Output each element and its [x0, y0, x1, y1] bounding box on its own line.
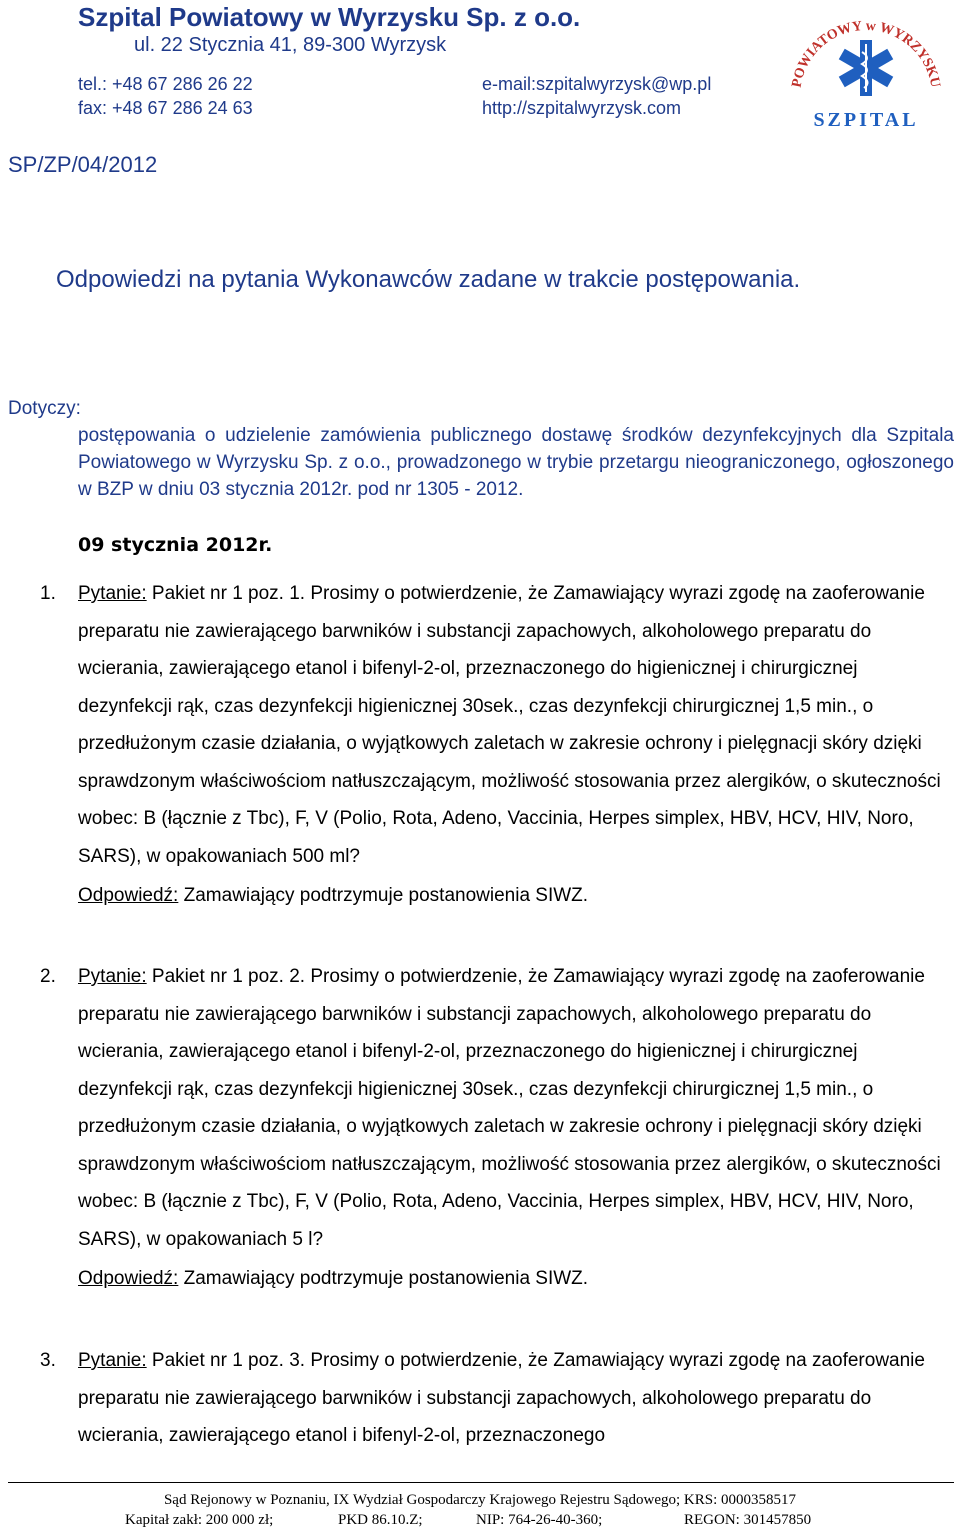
question-text: Pakiet nr 1 poz. 1. Prosimy o potwierdzenie, że Zamawiający wyrazi zgodę na zaoferowanie preparatu nie zawierającego barwników i substancji zapachowych, alkoholowego preparatu do wcierania, zawierającego etanol i bifenyl-2-ol, przeznaczonego do higienicznej i chirurgicznej dezynfekcji rąk, czas dezynfekcji higienicznej 30sek., czas dezynfekcji chirurgicznej 1,5 min., o przedłużonym czasie działania, o wyjątkowych zaletach w zakresie ochrony i pielęgnacji skóry dzięki sprawdzonym właściwościom natłuszczającym, możliwość stosowania przez alergików, o skuteczności wobec: B (łącznie z Tbc), F, V (Polio, Rota, Adeno, Vaccinia, Herpes simplex, HBV, HCV, HIV, Noro, SARS), w opakowaniach 500 ml?: [78, 583, 941, 867]
response-date: 09 stycznia 2012r.: [78, 534, 273, 556]
question-label: Pytanie:: [78, 1350, 147, 1371]
footer-regon: REGON: 301457850: [684, 1512, 812, 1528]
company-name: Szpital Powiatowy w Wyrzysku Sp. z o.o.: [78, 2, 581, 32]
logo-arc-text: POWIATOWY w WYRZYSKU: [789, 18, 943, 89]
item-body: [78, 1342, 954, 1455]
item-number: 2.: [40, 966, 56, 987]
answer-label: Odpowiedź:: [78, 885, 179, 906]
footer-capital: Kapitał zakł: 200 000 zł;: [125, 1512, 274, 1528]
answer: [78, 1260, 954, 1298]
document-title: Odpowiedzi na pytania Wykonawców zadane w trakcie postępowania.: [56, 266, 801, 293]
dotyczy-text: postępowania o udzielenie zamówienia publicznego dostawę środków dezynfekcyjnych dla Szpitala Powiatowego w Wyrzysku Sp. z o.o., prowadzonego w trybie przetargu nieograniczonego, ogłoszonego w BZP w dniu 03 stycznia 2012r. pod nr 1305 - 2012.: [78, 425, 954, 500]
dotyczy-label: Dotyczy:: [8, 398, 81, 419]
question-label: Pytanie:: [78, 583, 147, 604]
footer-nip: NIP: 764-26-40-360;: [476, 1512, 603, 1528]
website-link[interactable]: http://szpitalwyrzysk.com: [482, 98, 682, 118]
star-of-life-icon: [839, 40, 893, 96]
item-number: 1.: [40, 583, 56, 604]
answer: [78, 877, 954, 915]
answer-label: Odpowiedź:: [78, 1268, 179, 1289]
hospital-logo: [786, 4, 946, 130]
email-link[interactable]: e-mail:szpitalwyrzysk@wp.pl: [482, 74, 712, 94]
item-body: [78, 575, 954, 915]
answer-text: Zamawiający podtrzymuje postanowienia SIWZ.: [178, 885, 589, 906]
footer-pkd: PKD 86.10.Z;: [338, 1512, 423, 1528]
reference-number: SP/ZP/04/2012: [8, 152, 158, 177]
footer-divider: [8, 1482, 954, 1483]
item-number: 3.: [40, 1350, 56, 1371]
question-label: Pytanie:: [78, 966, 147, 987]
fax: fax: +48 67 286 24 63: [78, 98, 253, 118]
phone: tel.: +48 67 286 26 22: [78, 74, 253, 94]
question-text: Pakiet nr 1 poz. 2. Prosimy o potwierdzenie, że Zamawiający wyrazi zgodę na zaoferowanie preparatu nie zawierającego barwników i substancji zapachowych, alkoholowego preparatu do wcierania, zawierającego etanol i bifenyl-2-ol, przeznaczonego do higienicznej i chirurgicznej dezynfekcji rąk, czas dezynfekcji higienicznej 30sek., czas dezynfekcji chirurgicznej 1,5 min., o przedłużonym czasie działania, o wyjątkowych zaletach w zakresie ochrony i pielęgnacji skóry dzięki sprawdzonym właściwościom natłuszczającym, możliwość stosowania przez alergików, o skuteczności wobec: B (łącznie z Tbc), F, V (Polio, Rota, Adeno, Vaccinia, Herpes simplex, HBV, HCV, HIV, Noro, SARS), w opakowaniach 5 l?: [78, 966, 941, 1250]
footer-registry: Sąd Rejonowy w Poznaniu, IX Wydział Gospodarczy Krajowego Rejestru Sądowego; KRS: 0000358517: [163, 1492, 797, 1508]
question-text: Pakiet nr 1 poz. 3. Prosimy o potwierdzenie, że Zamawiający wyrazi zgodę na zaoferowanie preparatu nie zawierającego barwników i substancji zapachowych, alkoholowego preparatu do wcierania, zawierającego etanol i bifenyl-2-ol, przeznaczonego: [78, 1350, 925, 1446]
company-address: ul. 22 Stycznia 41, 89-300 Wyrzysk: [134, 34, 447, 56]
item-body: [78, 958, 954, 1298]
logo-bottom-text: SZPITAL: [813, 109, 919, 130]
answer-text: Zamawiający podtrzymuje postanowienia SIWZ.: [178, 1268, 589, 1289]
